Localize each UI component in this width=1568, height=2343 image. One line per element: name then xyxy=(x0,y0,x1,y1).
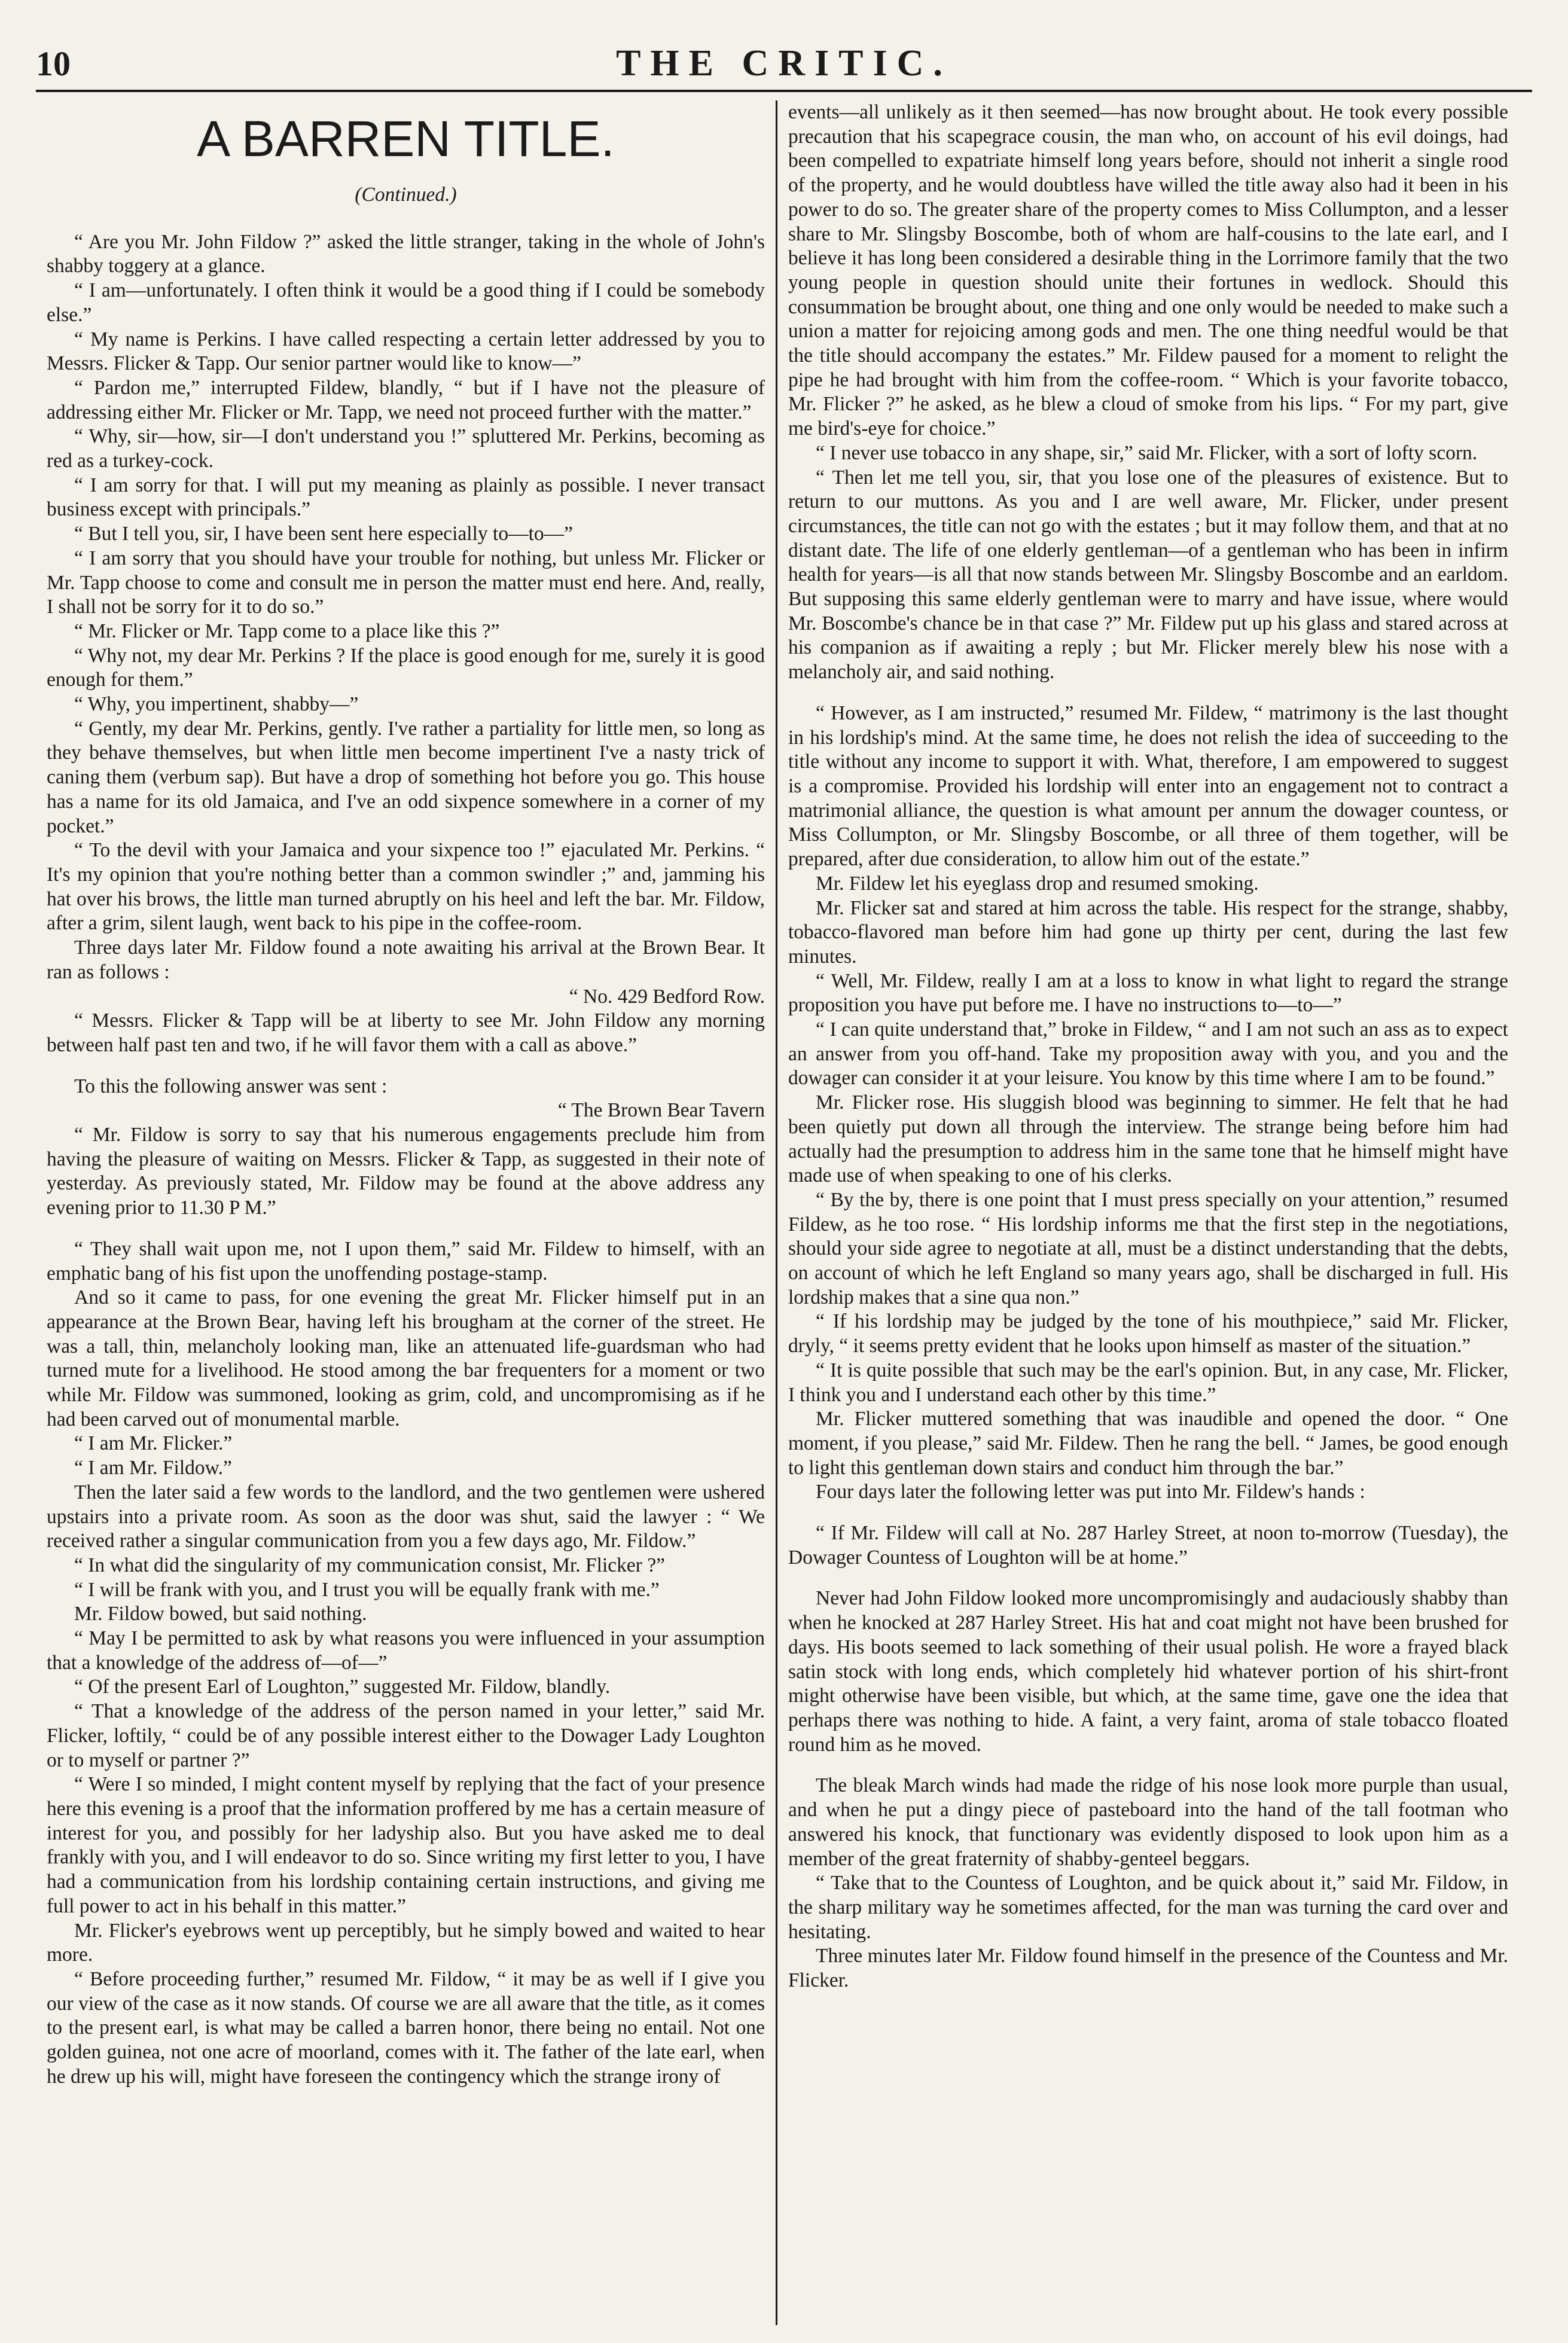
article-title: A BARREN TITLE. xyxy=(197,111,615,167)
paragraph: And so it came to pass, for one evening the great Mr. Flicker himself put in an appearance at the Brown Bear, having left his brougham at the corner of the street. He was a tall, thin, melancholy looking man, like an attenuated life-guardsman who had turned mute for a livelihood. He stood among the bar frequenters for a moment or two while Mr. Fildow was summoned, looking as grim, cold, and uncompromising as if he had been carved out of monumental marble. xyxy=(47,1286,765,1430)
paragraph: “ Well, Mr. Fildew, really I am at a loss to know in what light to regard the strange proposition you have put before me. I have no instructions to—to—” xyxy=(788,969,1508,1017)
paragraph: “ My name is Perkins. I have called respecting a certain letter addressed by you to Messrs. Flicker & Tapp. Our senior partner would like to know—” xyxy=(47,328,765,375)
left-column xyxy=(36,100,777,2325)
paragraph: “ To the devil with your Jamaica and your sixpence too !” ejaculated Mr. Perkins. “ It's my opinion that you're nothing better than a common swindler ;” and, jamming his hat over his brows, the little man turned abruptly on his heel and left the bar. Mr. Fildow, after a grim, silent laugh, went back to his pipe in the coffee-room. xyxy=(47,839,765,935)
paragraph: “ Of the present Earl of Loughton,” suggested Mr. Fildow, blandly. xyxy=(74,1676,611,1698)
right-column xyxy=(777,100,1519,2325)
paragraph: events—all unlikely as it then seemed—has now brought about. He took every possible precaution that his scapegrace cousin, the man who, on account of his evil doings, had been compelled to expatriate himself long years before, should not inherit a single rood of the property, and he would doubtless have willed the title away also had it been in his power to do so. The greater share of the property comes to Miss Collumpton, and a lesser share to Mr. Slingsby Boscombe, both of whom are half-cousins to the late earl, and I believe it has long been considered a desirable thing in the Lorrimore family that the two young people in question should unite their fortunes in wedlock. Should this consummation be brought about, one thing and one only would be needed to make such a union a matter for rejoicing among gods and men. The one thing needful would be that the title should accompany the estates.” Mr. Fildew paused for a moment to relight the pipe he had brought with him from the coffee-room. “ Which is your favorite tobacco, Mr. Flicker ?” he asked, as he blew a cloud of smoke from his lips. “ For my part, give me bird's-eye for choice.” xyxy=(788,101,1508,440)
paragraph: “ They shall wait upon me, not I upon them,” said Mr. Fildew to himself, with an emphatic bang of his fist upon the unoffending postage-stamp. xyxy=(47,1237,765,1285)
letter-body: “ If Mr. Fildew will call at No. 287 Harley Street, at noon to-morrow (Tuesday), the Dowager Countess of Loughton will be at home.” xyxy=(788,1522,1508,1569)
paragraph: “ But I tell you, sir, I have been sent here especially to—to—” xyxy=(74,523,573,545)
paragraph: “ I am sorry for that. I will put my meaning as plainly as possible. I never transact business except with principals.” xyxy=(47,474,765,521)
paragraph: Mr. Fildew let his eyeglass drop and resumed smoking. xyxy=(816,872,1259,895)
paragraph: “ I am Mr. Fildow.” xyxy=(74,1457,232,1479)
paragraph: Three minutes later Mr. Fildow found himself in the presence of the Countess and Mr. Flicker. xyxy=(788,1945,1508,1992)
paragraph: To this the following answer was sent : xyxy=(74,1075,388,1097)
paragraph: “ In what did the singularity of my communication consist, Mr. Flicker ?” xyxy=(74,1554,666,1576)
paragraph: “ I can quite understand that,” broke in Fildew, “ and I am not such an ass as to expect an answer from you off-hand. Take my proposition away with you, and you and the dowager can consider it at your leisure. You know by this time where I am to be found.” xyxy=(788,1018,1508,1090)
paragraph: “ However, as I am instructed,” resumed Mr. Fildew, “ matrimony is the last thought in his lordship's mind. At the same time, he does not relish the idea of succeeding to the title without any income to support it with. What, therefore, I am empowered to suggest is a compromise. Provided his lordship will enter into an engagement not to contract a matrimonial alliance, the question is what amount per annum the dowager countess, or Miss Collumpton, or Mr. Slingsby Boscombe, or all three of them together, will be prepared, after due consideration, to allow him out of the estate.” xyxy=(788,701,1508,871)
paragraph: “ If his lordship may be judged by the tone of his mouthpiece,” said Mr. Flicker, dryly, “ it seems pretty evident that he looks upon himself as master of the situation.” xyxy=(788,1310,1508,1357)
paragraph: “ I am sorry that you should have your trouble for nothing, but unless Mr. Flicker or Mr. Tapp choose to come and consult me in person the matter must end here. And, really, I shall not be sorry for it to do so.” xyxy=(47,547,765,618)
paragraph: “ I will be frank with you, and I trust you will be equally frank with me.” xyxy=(74,1578,660,1601)
paragraph: “ I am—unfortunately. I often think it would be a good thing if I could be somebody else.” xyxy=(47,279,765,326)
paragraph: “ Why, you impertinent, shabby—” xyxy=(74,693,359,716)
paragraph: Mr. Flicker rose. His sluggish blood was beginning to simmer. He felt that he had been quietly put down all through the interview. The strange being before him had actually had the presumption to address him in the same tone that he himself might have made use of when speaking to one of his clerks. xyxy=(788,1091,1508,1187)
paragraph: “ Before proceeding further,” resumed Mr. Fildow, “ it may be as well if I give you our view of the case as it now stands. Of course we are all aware that the title, as it comes to the present earl, is what may be called a barren honor, there being no entail. Not one golden guinea, not one acre of moorland, comes with it. The father of the late earl, when he drew up his will, might have foreseen the contingency which the strange irony of xyxy=(47,1967,765,2088)
paragraph: “ I never use tobacco in any shape, sir,” said Mr. Flicker, with a sort of lofty scorn. xyxy=(816,441,1478,464)
paragraph: Three days later Mr. Fildow found a note awaiting his arrival at the Brown Bear. It ran as follows : xyxy=(47,936,765,983)
page-number: 10 xyxy=(36,44,71,83)
paragraph: “ Why, sir—how, sir—I don't understand you !” spluttered Mr. Perkins, becoming as red as a turkey-cock. xyxy=(47,425,765,472)
paragraph: The bleak March winds had made the ridge of his nose look more purple than usual, and when he put a dingy piece of pasteboard into the hand of the tall footman who answered his knock, that functionary was evidently disposed to look upon him as a member of the great fraternity of shabby-genteel beggars. xyxy=(788,1774,1508,1870)
paragraph: “ Why not, my dear Mr. Perkins ? If the place is good enough for me, surely it is good enough for them.” xyxy=(47,644,765,691)
letter-body: “ Messrs. Flicker & Tapp will be at liberty to see Mr. John Fildow any morning between half past ten and two, if he will favor them with a call as above.” xyxy=(47,1009,765,1056)
article-subtitle: (Continued.) xyxy=(355,184,457,206)
paragraph: Four days later the following letter was put into Mr. Fildew's hands : xyxy=(816,1481,1365,1503)
paragraph: “ I am Mr. Flicker.” xyxy=(74,1432,233,1455)
paragraph: “ That a knowledge of the address of the person named in your letter,” said Mr. Flicker, loftily, “ could be of any possible interest either to the Dowager Lady Loughton or to myself or partner ?” xyxy=(47,1700,765,1771)
paragraph: Mr. Flicker's eyebrows went up perceptibly, but he simply bowed and waited to hear more. xyxy=(47,1919,765,1966)
paragraph: “ Mr. Flicker or Mr. Tapp come to a place like this ?” xyxy=(74,620,500,642)
paragraph: “ By the by, there is one point that I must press specially on your attention,” resumed Fildew, as he too rose. “ His lordship informs me that the first step in the negotiations, should your side agree to negotiate at all, must be a distinct understanding that the debts, on account of which he left England so many years ago, shall be discharged in full. His lordship makes that a sine qua non.” xyxy=(788,1188,1508,1308)
paragraph: “ Were I so minded, I might content myself by replying that the fact of your presence here this evening is a proof that the information proffered by me has a certain measure of interest for you, and possibly for her ladyship also. But you have asked me to deal frankly with you, and I will endeavor to do so. Since writing my first letter to you, I have had a communication from his lordship containing certain instructions, and giving me full power to act in his behalf in this matter.” xyxy=(47,1773,765,1917)
page-header xyxy=(36,24,1532,92)
paragraph: Never had John Fildow looked more uncompromisingly and audaciously shabby than when he knocked at 287 Harley Street. His hat and coat might not have been brushed for days. His boots seemed to lack something of their usual polish. He wore a frayed black satin stock with long ends, which completely hid whatever portion of his shirt-front might otherwise have been visible, but which, at the same time, gave one the idea that perhaps there was nothing to hide. A faint, a very faint, aroma of stale tobacco floated round him as he moved. xyxy=(788,1587,1508,1756)
paragraph: Then the later said a few words to the landlord, and the two gentlemen were ushered upstairs into a private room. As soon as the door was shut, said the lawyer : “ We received rather a singular communication from you a few days ago, Mr. Fildow.” xyxy=(47,1481,765,1552)
letter-body: “ Mr. Fildow is sorry to say that his numerous engagements preclude him from having the pleasure of waiting on Messrs. Flicker & Tapp, as suggested in their note of yesterday. As previously stated, Mr. Fildow may be found at the above address any evening prior to 11.30 P M.” xyxy=(47,1124,765,1219)
masthead: THE CRITIC. xyxy=(616,43,952,84)
paragraph: “ Gently, my dear Mr. Perkins, gently. I've rather a partiality for little men, so long as they behave themselves, but when little men become impertinent I've a nasty trick of caning them (verbum sap). But have a drop of something hot before you go. This house has a name for its old Jamaica, and I've an odd sixpence somewhere in a corner of my pocket.” xyxy=(47,717,765,837)
letter-address: “ No. 429 Bedford Row. xyxy=(569,985,765,1008)
paragraph: “ It is quite possible that such may be the earl's opinion. But, in any case, Mr. Flicker, I think you and I understand each other by this time.” xyxy=(788,1359,1508,1406)
paragraph: Mr. Flicker sat and stared at him across the table. His respect for the strange, shabby, tobacco-flavored man before him had gone up thirty per cent, during the last few minutes. xyxy=(788,896,1508,968)
paragraph: Mr. Fildow bowed, but said nothing. xyxy=(74,1603,367,1625)
paragraph: “ Pardon me,” interrupted Fildew, blandly, “ but if I have not the pleasure of addressing either Mr. Flicker or Mr. Tapp, we need not proceed further with the matter.” xyxy=(47,376,765,423)
paragraph: “ Take that to the Countess of Loughton, and be quick about it,” said Mr. Fildow, in the sharp military way he sometimes affected, for the man was turning the card over and hesitating. xyxy=(788,1872,1508,1943)
article-columns xyxy=(36,100,1532,2325)
paragraph: Mr. Flicker muttered something that was inaudible and opened the door. “ One moment, if you please,” said Mr. Fildew. Then he rang the bell. “ James, be good enough to light this gentleman down stairs and conduct him through the bar.” xyxy=(788,1408,1508,1479)
paragraph: “ May I be permitted to ask by what reasons you were influenced in your assumption that a knowledge of the address of—of—” xyxy=(47,1627,765,1674)
paragraph: “ Are you Mr. John Fildow ?” asked the little stranger, taking in the whole of John's shabby toggery at a glance. xyxy=(47,230,765,277)
paragraph: “ Then let me tell you, sir, that you lose one of the pleasures of existence. But to return to our muttons. As you and I are well aware, Mr. Flicker, under present circumstances, the title can not go with the estates ; but it may follow them, and that at no distant date. The life of one elderly gentleman—of a gentleman who has been in infirm health for years—is all that now stands between Mr. Slingsby Boscombe and an earldom. But supposing this same elderly gentleman were to marry and have issue, where would Mr. Boscombe's chance be in that case ?” Mr. Fildew put up his glass and stared across at his companion as if awaiting a reply ; but Mr. Flicker merely blew his nose with a melancholy air, and said nothing. xyxy=(788,466,1508,684)
letter-address: “ The Brown Bear Tavern xyxy=(557,1099,765,1122)
